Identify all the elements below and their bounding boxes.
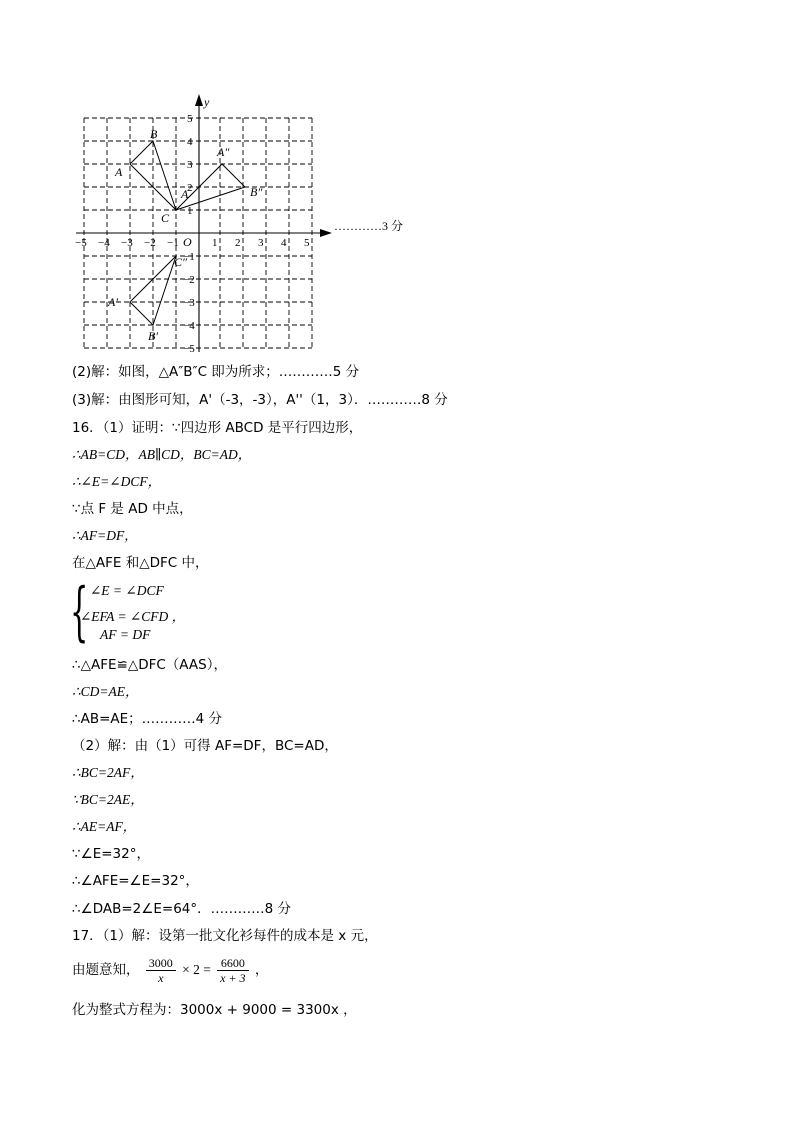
fraction-denominator: x: [158, 970, 164, 985]
system-brace: {: [70, 575, 89, 649]
proof-line: ∴AB=AE；…………4 分: [72, 711, 223, 727]
x-axis-arrow: [320, 229, 332, 237]
score-note-3: …………3 分: [334, 219, 404, 233]
y-tick: −2: [183, 274, 195, 286]
proof-line: 在△AFE 和△DFC 中，: [72, 555, 209, 571]
proof-line: ∴CD=AE，: [72, 684, 139, 699]
point-label-c-double-prime: C″: [174, 255, 188, 269]
y-tick: 2: [187, 182, 193, 194]
y-tick: 4: [187, 136, 193, 148]
y-axis-arrow: [195, 94, 203, 106]
x-tick: 4: [281, 237, 287, 249]
x-tick: 1: [212, 237, 218, 249]
fraction-3000-over-x: [146, 956, 176, 985]
system-eq-1: ∠E = ∠DCF: [90, 583, 164, 598]
point-label-a: A: [115, 165, 123, 179]
fraction-numerator: 3000: [146, 956, 176, 971]
y-tick: −5: [183, 343, 195, 354]
proof-line: ∴∠E=∠DCF，: [72, 474, 162, 489]
axes: [76, 100, 326, 352]
system-eq-2: ∠EFA = ∠CFD ，: [80, 609, 186, 624]
fraction-6600-over-x-plus-3: [217, 956, 248, 985]
point-label-b-prime: B′: [148, 329, 158, 343]
solution-line: ∴∠AFE=∠E=32°，: [72, 873, 199, 889]
solution-line: ∵BC=2AE，: [72, 792, 144, 807]
solution-line: ∴BC=2AF，: [72, 765, 144, 780]
fraction-denominator: x + 3: [220, 970, 246, 985]
y-tick: −1: [183, 251, 195, 263]
x-tick: −5: [75, 237, 87, 249]
point-label-c: C: [161, 211, 170, 225]
y-tick: 1: [187, 205, 193, 217]
times-two: × 2 =: [182, 962, 211, 977]
x-tick: −1: [167, 237, 179, 249]
x-tick: −2: [144, 237, 156, 249]
point-label-a-small: A: [181, 187, 189, 201]
proof-line: ∵点 F 是 AD 中点，: [72, 501, 193, 517]
coordinate-figure: [70, 92, 440, 354]
solution-line: ∴∠DAB=2∠E=64°．…………8 分: [72, 901, 291, 917]
point-label-a-prime: A′: [108, 295, 118, 309]
solution-line: ∵∠E=32°，: [72, 846, 150, 862]
solution16-part2-start: （2）解：由（1）可得 AF=DF，BC=AD，: [72, 738, 338, 754]
proof-line: ∴AF=DF，: [72, 528, 138, 543]
origin-label: O: [183, 235, 192, 249]
solution-part2-line: (2)解：如图，△A″B″C 即为所求；…………5 分: [72, 364, 360, 380]
point-label-b: B: [150, 127, 158, 141]
proof-line: ∴AB=CD，AB∥CD，BC=AD，: [72, 447, 252, 462]
point-label-b-double-prime: B″: [250, 185, 263, 199]
point-label-a-double-prime: A″: [217, 145, 230, 159]
x-tick: 3: [258, 237, 264, 249]
problem17-start: 17．（1）解：设第一批文化衫每件的成本是 x 元，: [72, 928, 378, 944]
y-tick: 3: [187, 159, 193, 171]
proof-line: ∴△AFE≌△DFC（AAS），: [72, 657, 227, 673]
y-tick: −3: [183, 297, 195, 309]
x-tick: 5: [304, 237, 310, 249]
solution-part3-line: (3)解：由图形可知，A'（-3，-3），A''（1，3）．…………8 分: [72, 392, 448, 408]
equation-line: [72, 954, 268, 988]
integer-equation-line: 化为整式方程为：3000x + 9000 = 3300x ，: [72, 1002, 357, 1018]
x-tick: −3: [121, 237, 133, 249]
y-tick: −4: [183, 320, 195, 332]
y-tick: 5: [187, 113, 193, 125]
system-eq-3: AF = DF: [100, 627, 151, 642]
solution-line: ∴AE=AF，: [72, 819, 137, 834]
x-tick-labels: [75, 237, 310, 249]
equation-prefix: 由题意知，: [72, 962, 140, 978]
x-tick: −4: [98, 237, 110, 249]
y-axis-label: y: [204, 95, 210, 109]
problem16-proof-start: 16．（1）证明：∵四边形 ABCD 是平行四边形，: [72, 420, 363, 436]
fraction-numerator: 6600: [217, 956, 248, 971]
equation-suffix: ，: [254, 962, 269, 978]
x-tick: 2: [235, 237, 241, 249]
